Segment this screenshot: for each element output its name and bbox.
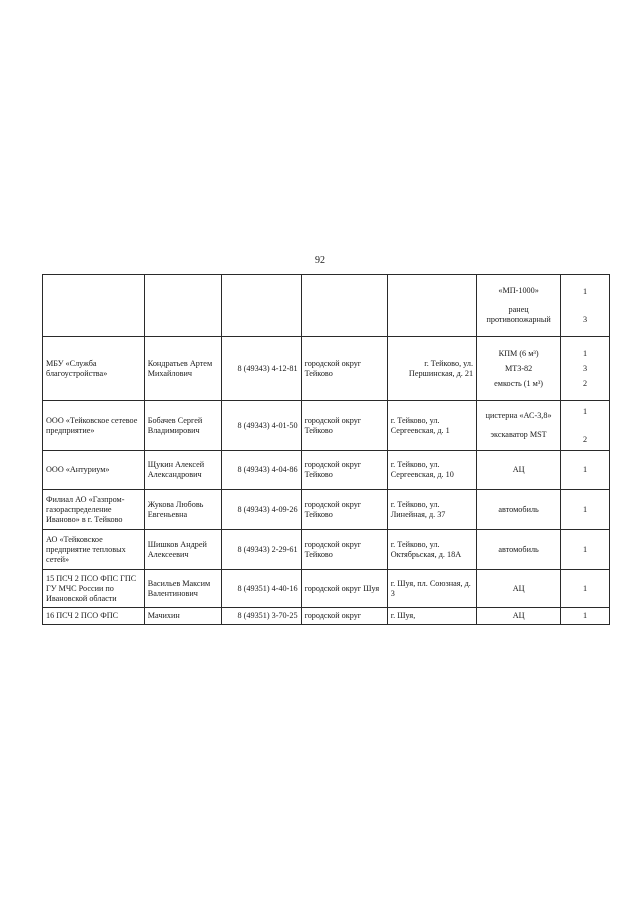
district-cell: городской округ xyxy=(301,608,387,625)
phone-cell: 8 (49343) 4-01-50 xyxy=(221,401,301,451)
district-cell: городской округ Шуя xyxy=(301,570,387,608)
quantity-item: 3 xyxy=(583,314,588,324)
phone-cell xyxy=(221,275,301,337)
equipment-cell: автомобиль xyxy=(477,490,561,530)
phone-cell: 8 (49343) 4-09-26 xyxy=(221,490,301,530)
equipment-cell xyxy=(477,451,561,490)
table-row xyxy=(43,451,610,490)
quantity-cell xyxy=(561,337,610,401)
org-cell xyxy=(43,275,145,337)
org-cell: ООО «Антуриум» xyxy=(43,451,145,490)
quantity-cell: 1 xyxy=(561,490,610,530)
table-row xyxy=(43,530,610,570)
quantity-cell: 1 xyxy=(561,530,610,570)
address-cell: г. Тейково, ул. Линейная, д. 37 xyxy=(387,490,476,530)
quantity-cell: 1 xyxy=(561,608,610,625)
equipment-item: экскаватор MST xyxy=(490,430,547,439)
equipment-item: КПМ (6 м³) xyxy=(498,348,539,358)
equipment-item: АЦ xyxy=(512,465,525,474)
district-cell xyxy=(301,275,387,337)
org-cell: ООО «Тейковское сетевое предприятие» xyxy=(43,401,145,451)
address-cell xyxy=(387,275,476,337)
equipment-cell: автомобиль xyxy=(477,530,561,570)
phone-cell: 8 (49343) 4-04-86 xyxy=(221,451,301,490)
quantity-cell xyxy=(561,451,610,490)
person-cell: Мачихин xyxy=(144,608,221,625)
equipment-cell xyxy=(477,275,561,337)
equipment-cell: АЦ xyxy=(477,570,561,608)
quantity-item: 1 xyxy=(583,286,588,296)
org-cell: 15 ПСЧ 2 ПСО ФПС ГПС ГУ МЧС России по Ивановской области xyxy=(43,570,145,608)
table-row xyxy=(43,570,610,608)
phone-cell: 8 (49343) 4-12-81 xyxy=(221,337,301,401)
district-cell: городской округ Тейково xyxy=(301,401,387,451)
address-cell: г. Тейково, ул. Октябрьская, д. 18А xyxy=(387,530,476,570)
table-row xyxy=(43,337,610,401)
quantity-item: 3 xyxy=(583,363,588,373)
equipment-cell xyxy=(477,337,561,401)
table-row xyxy=(43,275,610,337)
person-cell xyxy=(144,275,221,337)
district-cell: городской округ Тейково xyxy=(301,451,387,490)
quantity-item: 1 xyxy=(583,348,588,358)
person-cell: Бобачев Сергей Владимирович xyxy=(144,401,221,451)
equipment-cell xyxy=(477,401,561,451)
phone-cell: 8 (49351) 4-40-16 xyxy=(221,570,301,608)
address-cell: г. Тейково, ул. Сергеевская, д. 10 xyxy=(387,451,476,490)
district-cell: городской округ Тейково xyxy=(301,490,387,530)
phone-cell: 8 (49351) 3-70-25 xyxy=(221,608,301,625)
quantity-cell xyxy=(561,401,610,451)
table-row xyxy=(43,490,610,530)
equipment-item: цистерна «АС-3,8» xyxy=(485,411,552,420)
address-cell: г. Шуя, пл. Союзная, д. 3 xyxy=(387,570,476,608)
district-cell: городской округ Тейково xyxy=(301,337,387,401)
phone-cell: 8 (49343) 2-29-61 xyxy=(221,530,301,570)
quantity-item: 1 xyxy=(583,465,588,474)
quantity-item: 1 xyxy=(583,406,588,416)
org-cell: АО «Тейковское предприятие тепловых сетей» xyxy=(43,530,145,570)
person-cell: Жукова Любовь Евгеньевна xyxy=(144,490,221,530)
table-row xyxy=(43,401,610,451)
address-cell: г. Тейково, ул. Першинская, д. 21 xyxy=(387,337,476,401)
address-cell: г. Тейково, ул. Сергеевская, д. 1 xyxy=(387,401,476,451)
person-cell: Шишков Андрей Алексеевич xyxy=(144,530,221,570)
equipment-item: емкость (1 м³) xyxy=(494,378,544,388)
org-cell: Филиал АО «Газпром-газораспределение Иваново» в г. Тейково xyxy=(43,490,145,530)
resources-table xyxy=(42,274,610,625)
address-cell: г. Шуя, xyxy=(387,608,476,625)
quantity-item: 2 xyxy=(583,434,588,444)
person-cell: Щукин Алексей Александрович xyxy=(144,451,221,490)
equipment-item: МТЗ-82 xyxy=(504,363,533,373)
district-cell: городской округ Тейково xyxy=(301,530,387,570)
quantity-cell xyxy=(561,275,610,337)
org-cell: МБУ «Служба благоустройства» xyxy=(43,337,145,401)
org-cell: 16 ПСЧ 2 ПСО ФПС xyxy=(43,608,145,625)
person-cell: Васильев Максим Валентинович xyxy=(144,570,221,608)
table-row xyxy=(43,608,610,625)
equipment-cell: АЦ xyxy=(477,608,561,625)
equipment-item: «МП-1000» xyxy=(498,286,539,295)
page-number: 92 xyxy=(315,255,325,266)
equipment-item: ранец противопожарный xyxy=(486,305,551,324)
quantity-item: 2 xyxy=(583,378,588,388)
quantity-cell: 1 xyxy=(561,570,610,608)
person-cell: Кондратьев Артем Михайлович xyxy=(144,337,221,401)
